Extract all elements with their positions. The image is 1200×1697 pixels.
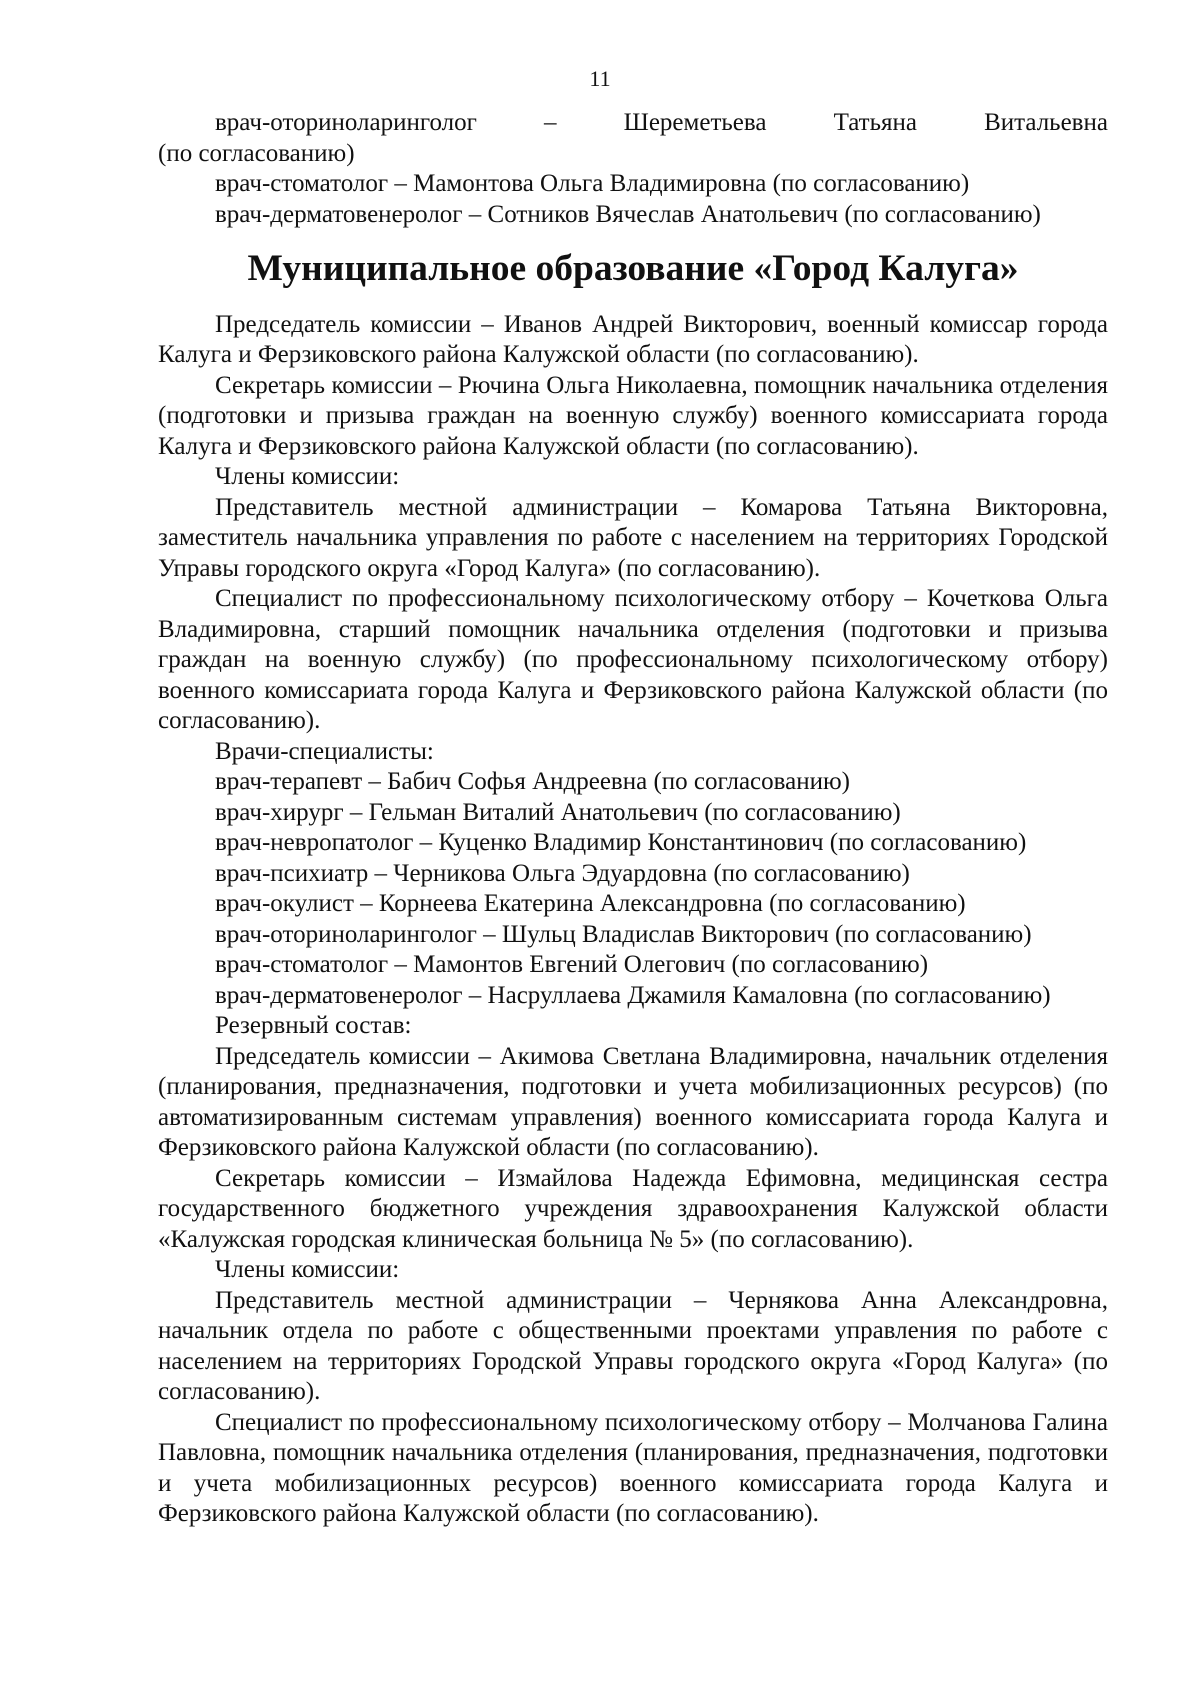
ent-role: врач-оториноларинголог [215,109,477,136]
dermatologist-line: врач-дерматовенеролог – Сотников Вячеслав Анатольевич (по согласованию) [215,200,1041,228]
local-admin-paragraph: Представитель местной администрации – Комарова Татьяна Викторовна, заместитель начальника управления по работе с населением на территориях Городской Управы городского округа «Город Калуга» (по согласованию). [158,493,1108,582]
members-label: Члены комиссии: [215,463,400,490]
ent-doctor-line-cont: (по согласованию) [158,139,355,167]
ent-doctor-line [158,108,1108,139]
chairman-paragraph: Председатель комиссии – Иванов Андрей Викторович, военный комиссар города Калуга и Ферзиковского района Калужской области (по согласованию). [158,310,1108,368]
doctors-label: Врачи-специалисты: [215,737,434,765]
ent-name: Татьяна [833,109,917,136]
reserve-local-admin-paragraph: Представитель местной администрации – Чернякова Анна Александровна, начальник отдела по работе с общественными проектами управления по работе с населением на территориях Городской Управы городского округа «Город Калуга» (по согласованию). [158,1286,1108,1405]
dentist-line: врач-стоматолог – Мамонтова Ольга Владимировна (по согласованию) [215,170,970,197]
reserve-label: Резервный состав: [215,1012,412,1039]
document-body [158,108,1108,1530]
reserve-psych-specialist-paragraph: Специалист по профессиональному психологическому отбору – Молчанова Галина Павловна, помощник начальника отделения (планирования, предназначения, подготовки и учета мобилизационных ресурсов) военного комиссариата города Калуга и Ферзиковского района Калужской области (по согласованию). [158,1408,1108,1527]
doctor-line: врач-дерматовенеролог – Насруллаева Джамиля Камаловна (по согласованию) [215,981,1051,1009]
doctor-line: врач-невропатолог – Куценко Владимир Константинович (по согласованию) [215,829,1027,856]
reserve-members-label: Члены комиссии: [215,1256,400,1283]
doctor-line: врач-хирург – Гельман Виталий Анатольевич (по согласованию) [215,798,901,826]
ent-dash: – [543,109,557,136]
page-number: 11 [589,66,611,91]
doctor-line: врач-стоматолог – Мамонтов Евгений Олегович (по согласованию) [215,951,929,978]
doctor-line: врач-психиатр – Черникова Ольга Эдуардовна (по согласованию) [215,859,910,887]
secretary-paragraph: Секретарь комиссии – Рючина Ольга Николаевна, помощник начальника отделения (подготовки и призыва граждан на военную службу) военного комиссариата города Калуга и Ферзиковского района Калужской области (по согласованию). [158,371,1108,460]
doctor-line: врач-оториноларинголог – Шульц Владислав Викторович (по согласованию) [215,920,1032,948]
ent-surname: Шереметьева [623,109,767,136]
doctor-line: врач-окулист – Корнеева Екатерина Александровна (по согласованию) [215,890,966,917]
reserve-secretary-paragraph: Секретарь комиссии – Измайлова Надежда Ефимовна, медицинская сестра государственного бюджетного учреждения здравоохранения Калужской области «Калужская городская клиническая больница № 5» (по согласованию). [158,1164,1108,1253]
reserve-chairman-paragraph: Председатель комиссии – Акимова Светлана Владимировна, начальник отделения (планирования, предназначения, подготовки и учета мобилизационных ресурсов) (по автоматизированным системам управления) военного комиссариата города Калуга и Ферзиковского района Калужской области (по согласованию). [158,1042,1108,1161]
psych-specialist-paragraph: Специалист по профессиональному психологическому отбору – Кочеткова Ольга Владимировна, старший помощник начальника отделения (подготовки и призыва граждан на военную службу) (по профессиональному психологическому отбору) военного комиссариата города Калуга и Ферзиковского района Калужской области (по согласованию). [158,585,1108,734]
doctor-line: врач-терапевт – Бабич Софья Андреевна (по согласованию) [215,768,850,795]
ent-patronymic: Витальевна [984,109,1108,136]
section-heading: Муниципальное образование «Город Калуга» [247,248,1019,289]
